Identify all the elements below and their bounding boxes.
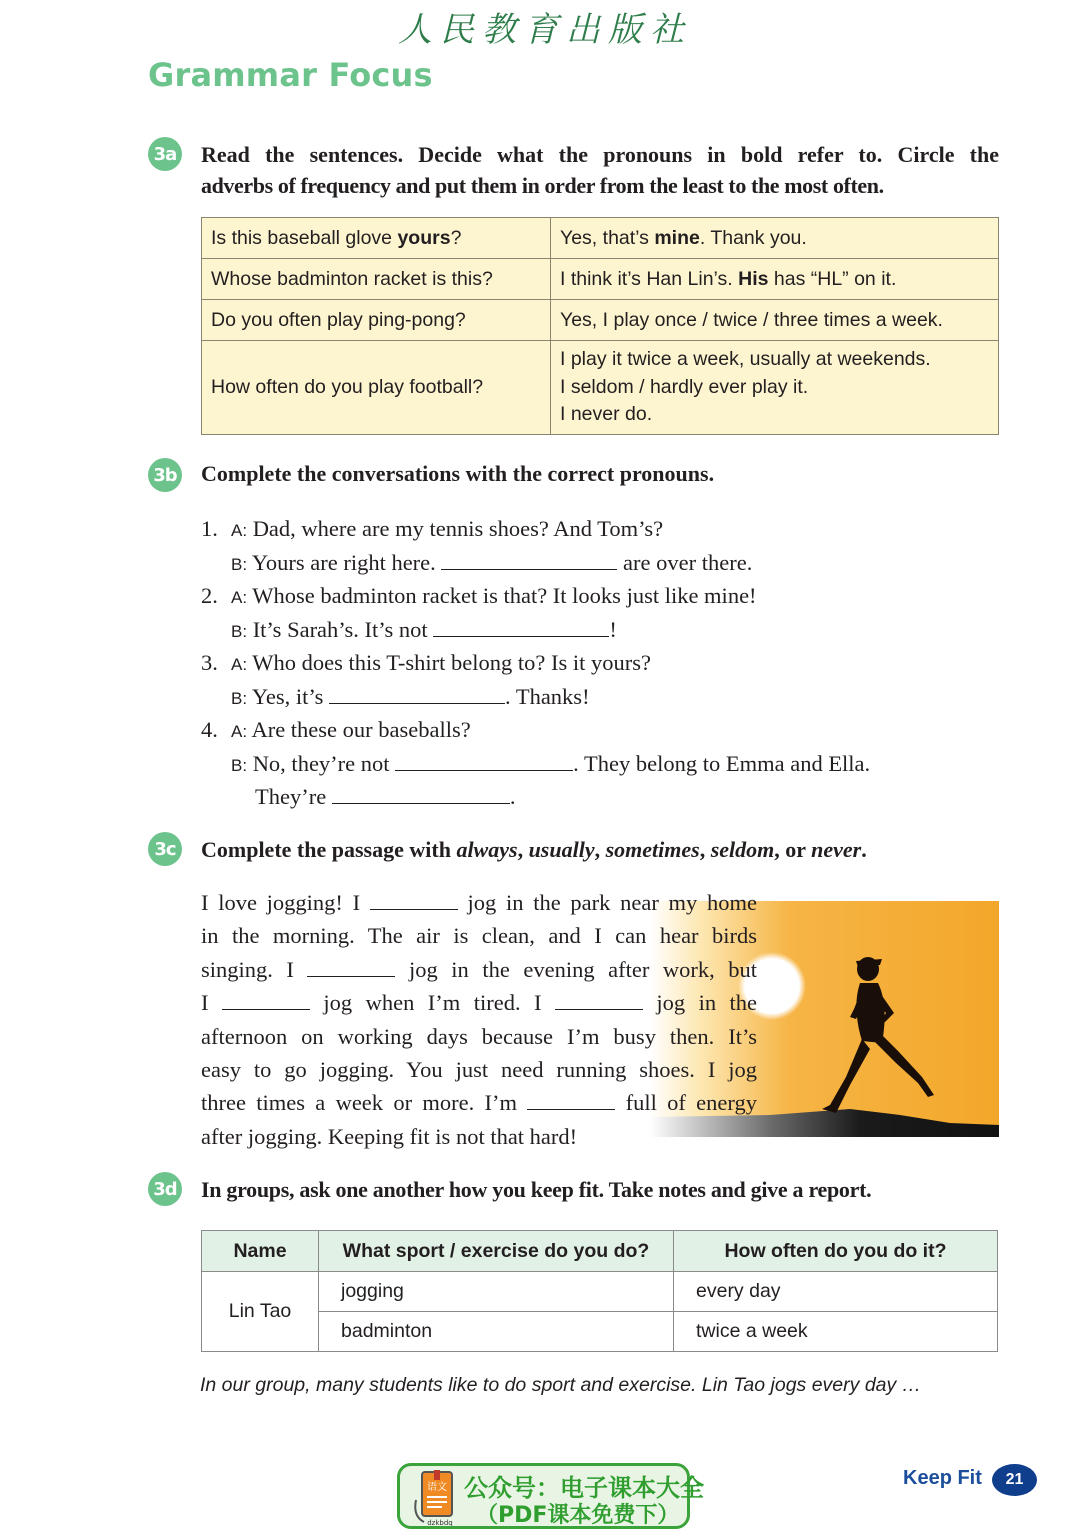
table-row xyxy=(202,300,999,341)
question-cell: Whose badminton racket is this? xyxy=(202,259,551,300)
instruction-3a-line1: Read the sentences. Decide what the pronouns in bold refer to. Circle the xyxy=(201,142,999,167)
answer-cell: Yes, I play once / twice / three times a week. xyxy=(551,300,999,341)
answer-cell: Yes, that’s mine. Thank you. xyxy=(551,218,999,259)
question-cell: Is this baseball glove yours? xyxy=(202,218,551,259)
publisher-logo: 人民教育出版社 xyxy=(398,10,692,50)
answer-blank[interactable] xyxy=(222,988,310,1010)
answer-blank[interactable] xyxy=(329,682,505,704)
section-badge-3d: 3d xyxy=(148,1172,182,1206)
answer-blank[interactable] xyxy=(441,548,617,570)
header-name: Name xyxy=(202,1231,319,1272)
answer-blank[interactable] xyxy=(395,749,573,771)
passage-text: I love jogging! I jog in the park near my home in the morning. The air is clean, and I can hear birds singing. I jog in the evening after work, but I jog when I’m tired. I jog in the afternoon on working days because I’m busy then. It’s easy to go jogging. You just need running shoes. I jog three times a week or more. I’m full of energy after jogging. Keeping fit is not that hard! xyxy=(201,890,758,1149)
watermark-line2: （PDF课本免费下） xyxy=(476,1503,680,1528)
ebook-icon-caption: dzkbdq xyxy=(427,1519,453,1526)
survey-table xyxy=(201,1230,998,1352)
sport-cell: badminton xyxy=(319,1312,674,1352)
question-cell: Do you often play ping-pong? xyxy=(202,300,551,341)
conversation-list: 1. A: Dad, where are my tennis shoes? And Tom’s? B: Yours are right here. are over there. 2. A: Whose badminton racket is that? It looks just like mine! B: It’s Sarah’s. It’s not ! 3. A: Who does this T-shirt belong to? Is it yours? B: Yes, it’s . Thanks! 4. A: Are these our baseballs? B: No, they’re not . They belong to Emma and Ella. They’re . xyxy=(201,512,870,814)
section-badge-3a: 3a xyxy=(148,137,182,171)
answer-blank[interactable] xyxy=(433,615,609,637)
list-item: 1. A: Dad, where are my tennis shoes? And Tom’s? xyxy=(201,516,664,541)
instruction-3a-line2: adverbs of frequency and put them in order from the least to the most often. xyxy=(201,173,884,198)
frequency-cell: every day xyxy=(674,1272,998,1312)
list-item: 4. A: Are these our baseballs? xyxy=(201,717,471,742)
instruction-3b: Complete the conversations with the correct pronouns. xyxy=(201,461,715,486)
table-row xyxy=(202,341,999,435)
answer-blank[interactable] xyxy=(370,888,458,910)
table-row xyxy=(202,259,999,300)
answer-blank[interactable] xyxy=(555,988,643,1010)
answer-blank[interactable] xyxy=(332,782,510,804)
ebook-icon xyxy=(412,1470,458,1526)
report-example: In our group, many students like to do sport and exercise. Lin Tao jogs every day … xyxy=(200,1374,922,1396)
list-item: 2. A: Whose badminton racket is that? It looks just like mine! xyxy=(201,583,757,608)
unit-label: Keep Fit xyxy=(903,1467,982,1489)
answer-blank[interactable] xyxy=(527,1088,615,1110)
frequency-cell: twice a week xyxy=(674,1312,998,1352)
instruction-3a xyxy=(201,139,999,201)
instruction-3c: Complete the passage with always, usually, sometimes, seldom, or never. xyxy=(201,837,867,862)
pronoun-table xyxy=(201,217,999,435)
page-title: Grammar Focus xyxy=(148,56,433,94)
sport-cell: jogging xyxy=(319,1272,674,1312)
answer-blank[interactable] xyxy=(307,955,395,977)
header-sport: What sport / exercise do you do? xyxy=(319,1231,674,1272)
header-frequency: How often do you do it? xyxy=(674,1231,998,1272)
question-cell: How often do you play football? xyxy=(202,341,551,435)
instruction-3d: In groups, ask one another how you keep fit. Take notes and give a report. xyxy=(201,1177,872,1202)
list-item: 3. A: Who does this T-shirt belong to? Is it yours? xyxy=(201,650,651,675)
table-row xyxy=(202,1312,998,1352)
table-row xyxy=(202,1272,998,1312)
table-row xyxy=(202,218,999,259)
section-badge-3c: 3c xyxy=(148,832,182,866)
watermark-line1: 公众号：电子课本大全 xyxy=(464,1474,704,1502)
watermark-banner xyxy=(397,1463,704,1529)
table-header-row xyxy=(202,1231,998,1272)
name-cell: Lin Tao xyxy=(202,1272,319,1352)
ebook-icon-text: 语文 xyxy=(427,1482,447,1493)
section-badge-3b: 3b xyxy=(148,458,182,492)
answer-cell: I think it’s Han Lin’s. His has “HL” on it. xyxy=(551,259,999,300)
page-number: 21 xyxy=(992,1464,1037,1496)
answer-cell: I play it twice a week, usually at weekends. I seldom / hardly ever play it. I never do. xyxy=(551,341,999,435)
